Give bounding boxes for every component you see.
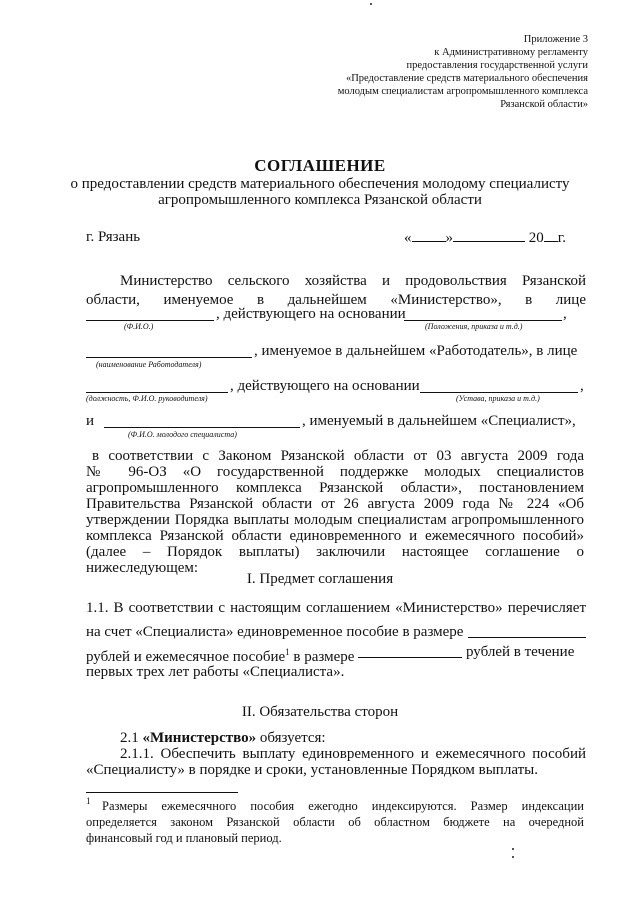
specialist-blank[interactable] bbox=[104, 427, 300, 428]
scan-speck bbox=[370, 3, 372, 5]
appendix-line: Рязанской области» bbox=[500, 99, 588, 110]
item-prefix: 2.1 bbox=[120, 730, 143, 746]
preamble-line: комплекса Рязанской области единовременного и ежемесячного пособий» bbox=[86, 528, 584, 544]
footnote-line: финансовый год и плановый период. bbox=[86, 831, 282, 845]
footnote-line: определяется законом Рязанской области об областном бюджете на очередной bbox=[86, 815, 584, 829]
appendix-line: молодым специалистам агропромышленного комплекса bbox=[337, 86, 588, 97]
section-1-line: 1.1. В соответствии с настоящим соглашением «Министерство» перечисляет bbox=[86, 600, 586, 616]
footnote-ref[interactable]: 1 bbox=[285, 647, 290, 657]
label-position: (Положения, приказа и т.д.) bbox=[425, 322, 523, 331]
monthly-blank[interactable] bbox=[358, 657, 462, 658]
specialist-text: , именуемый в дальнейшем «Специалист», bbox=[302, 413, 576, 429]
document-title: СОГЛАШЕНИЕ bbox=[254, 156, 386, 175]
section-1-text: рублей в течение bbox=[466, 644, 575, 660]
lump-sum-blank[interactable] bbox=[468, 637, 586, 638]
preamble-line: № 96-ОЗ «О государственной поддержке молодых специалистов bbox=[86, 464, 584, 480]
acting-text-2: , действующего на основании bbox=[230, 378, 420, 394]
date-open-quote: « bbox=[404, 230, 412, 246]
intro-line: области, именуемое в дальнейшем «Министерство», в лице bbox=[86, 292, 586, 308]
item-bold: «Министерство» bbox=[142, 730, 257, 746]
scan-speck bbox=[512, 856, 514, 858]
preamble-line: нижеследующем: bbox=[86, 560, 199, 576]
intro-line: Министерство сельского хозяйства и продовольствия Рязанской bbox=[120, 273, 586, 289]
item-suffix: обязуется: bbox=[256, 730, 326, 746]
scan-speck bbox=[512, 848, 514, 850]
date-year-prefix: 20 bbox=[528, 230, 544, 246]
head-blank[interactable] bbox=[86, 392, 228, 393]
label-head: (должность, Ф.И.О. руководителя) bbox=[86, 394, 208, 403]
section-1-text: в размере bbox=[289, 649, 355, 665]
document-subtitle: о предоставлении средств материального обеспечения молодому специалисту bbox=[70, 176, 570, 192]
section-2-line: «Специалисту» в порядке и сроки, установленные Порядком выплаты. bbox=[86, 762, 538, 778]
comma: , bbox=[563, 306, 567, 322]
city: г. Рязань bbox=[86, 229, 141, 245]
charter-blank[interactable] bbox=[420, 392, 578, 393]
date-year-blank[interactable] bbox=[544, 229, 558, 242]
section-1-line: на счет «Специалиста» единовременное пособие в размере bbox=[86, 624, 464, 640]
section-1-text: рублей и ежемесячное пособие bbox=[86, 649, 286, 665]
date-line bbox=[404, 229, 566, 246]
section-1-line-3 bbox=[86, 644, 354, 665]
section-2-heading: II. Обязательства сторон bbox=[241, 704, 399, 720]
label-specialist: (Ф.И.О. молодого специалиста) bbox=[128, 430, 237, 439]
date-day-blank[interactable] bbox=[412, 229, 446, 242]
appendix-line: предоставления государственной услуги bbox=[406, 60, 588, 71]
date-close-quote: » bbox=[445, 230, 453, 246]
footnote-separator bbox=[86, 792, 238, 793]
section-1-line: первых трех лет работы «Специалиста». bbox=[86, 664, 345, 680]
preamble-line: агропромышленного комплекса Рязанской области», постановлением bbox=[86, 480, 584, 496]
date-month-blank[interactable] bbox=[453, 229, 525, 242]
preamble-line: утверждении Порядка выплаты молодым специалистам агропромышленного bbox=[86, 512, 584, 528]
date-year-suffix: г. bbox=[557, 230, 566, 246]
preamble-line: (далее – Порядок выплаты) заключили настоящее соглашение о bbox=[86, 544, 584, 560]
section-2-line: 2.1.1. Обеспечить выплату единовременного и ежемесячного пособий bbox=[120, 746, 586, 762]
acting-text: , действующего на основании bbox=[216, 306, 406, 322]
label-employer: (наименование Работодателя) bbox=[96, 360, 202, 369]
appendix-line: «Предоставление средств материального обеспечения bbox=[345, 73, 588, 84]
section-2-item bbox=[120, 730, 326, 746]
footnote-mark: 1 bbox=[86, 796, 91, 806]
basis-blank[interactable] bbox=[404, 320, 562, 321]
label-fio: (Ф.И.О.) bbox=[124, 322, 154, 331]
preamble-line: в соответствии с Законом Рязанской области от 03 августа 2009 года bbox=[92, 448, 584, 464]
label-charter: (Устава, приказа и т.д.) bbox=[456, 394, 540, 403]
and-word: и bbox=[86, 413, 95, 429]
employer-blank[interactable] bbox=[86, 357, 252, 358]
employer-text: , именуемое в дальнейшем «Работодатель», в лице bbox=[254, 343, 578, 359]
appendix-line: Приложение 3 bbox=[523, 34, 588, 45]
appendix-line: к Административному регламенту bbox=[434, 47, 588, 58]
footnote-line: Размеры ежемесячного пособия ежегодно индексируются. Размер индексации bbox=[102, 799, 584, 813]
document-subtitle: агропромышленного комплекса Рязанской области bbox=[158, 192, 482, 208]
comma-2: , bbox=[580, 378, 584, 394]
section-1-heading: I. Предмет соглашения bbox=[246, 571, 394, 587]
preamble-line: Правительства Рязанской области от 26 августа 2009 года № 224 «Об bbox=[86, 496, 584, 512]
fio-blank[interactable] bbox=[86, 320, 214, 321]
